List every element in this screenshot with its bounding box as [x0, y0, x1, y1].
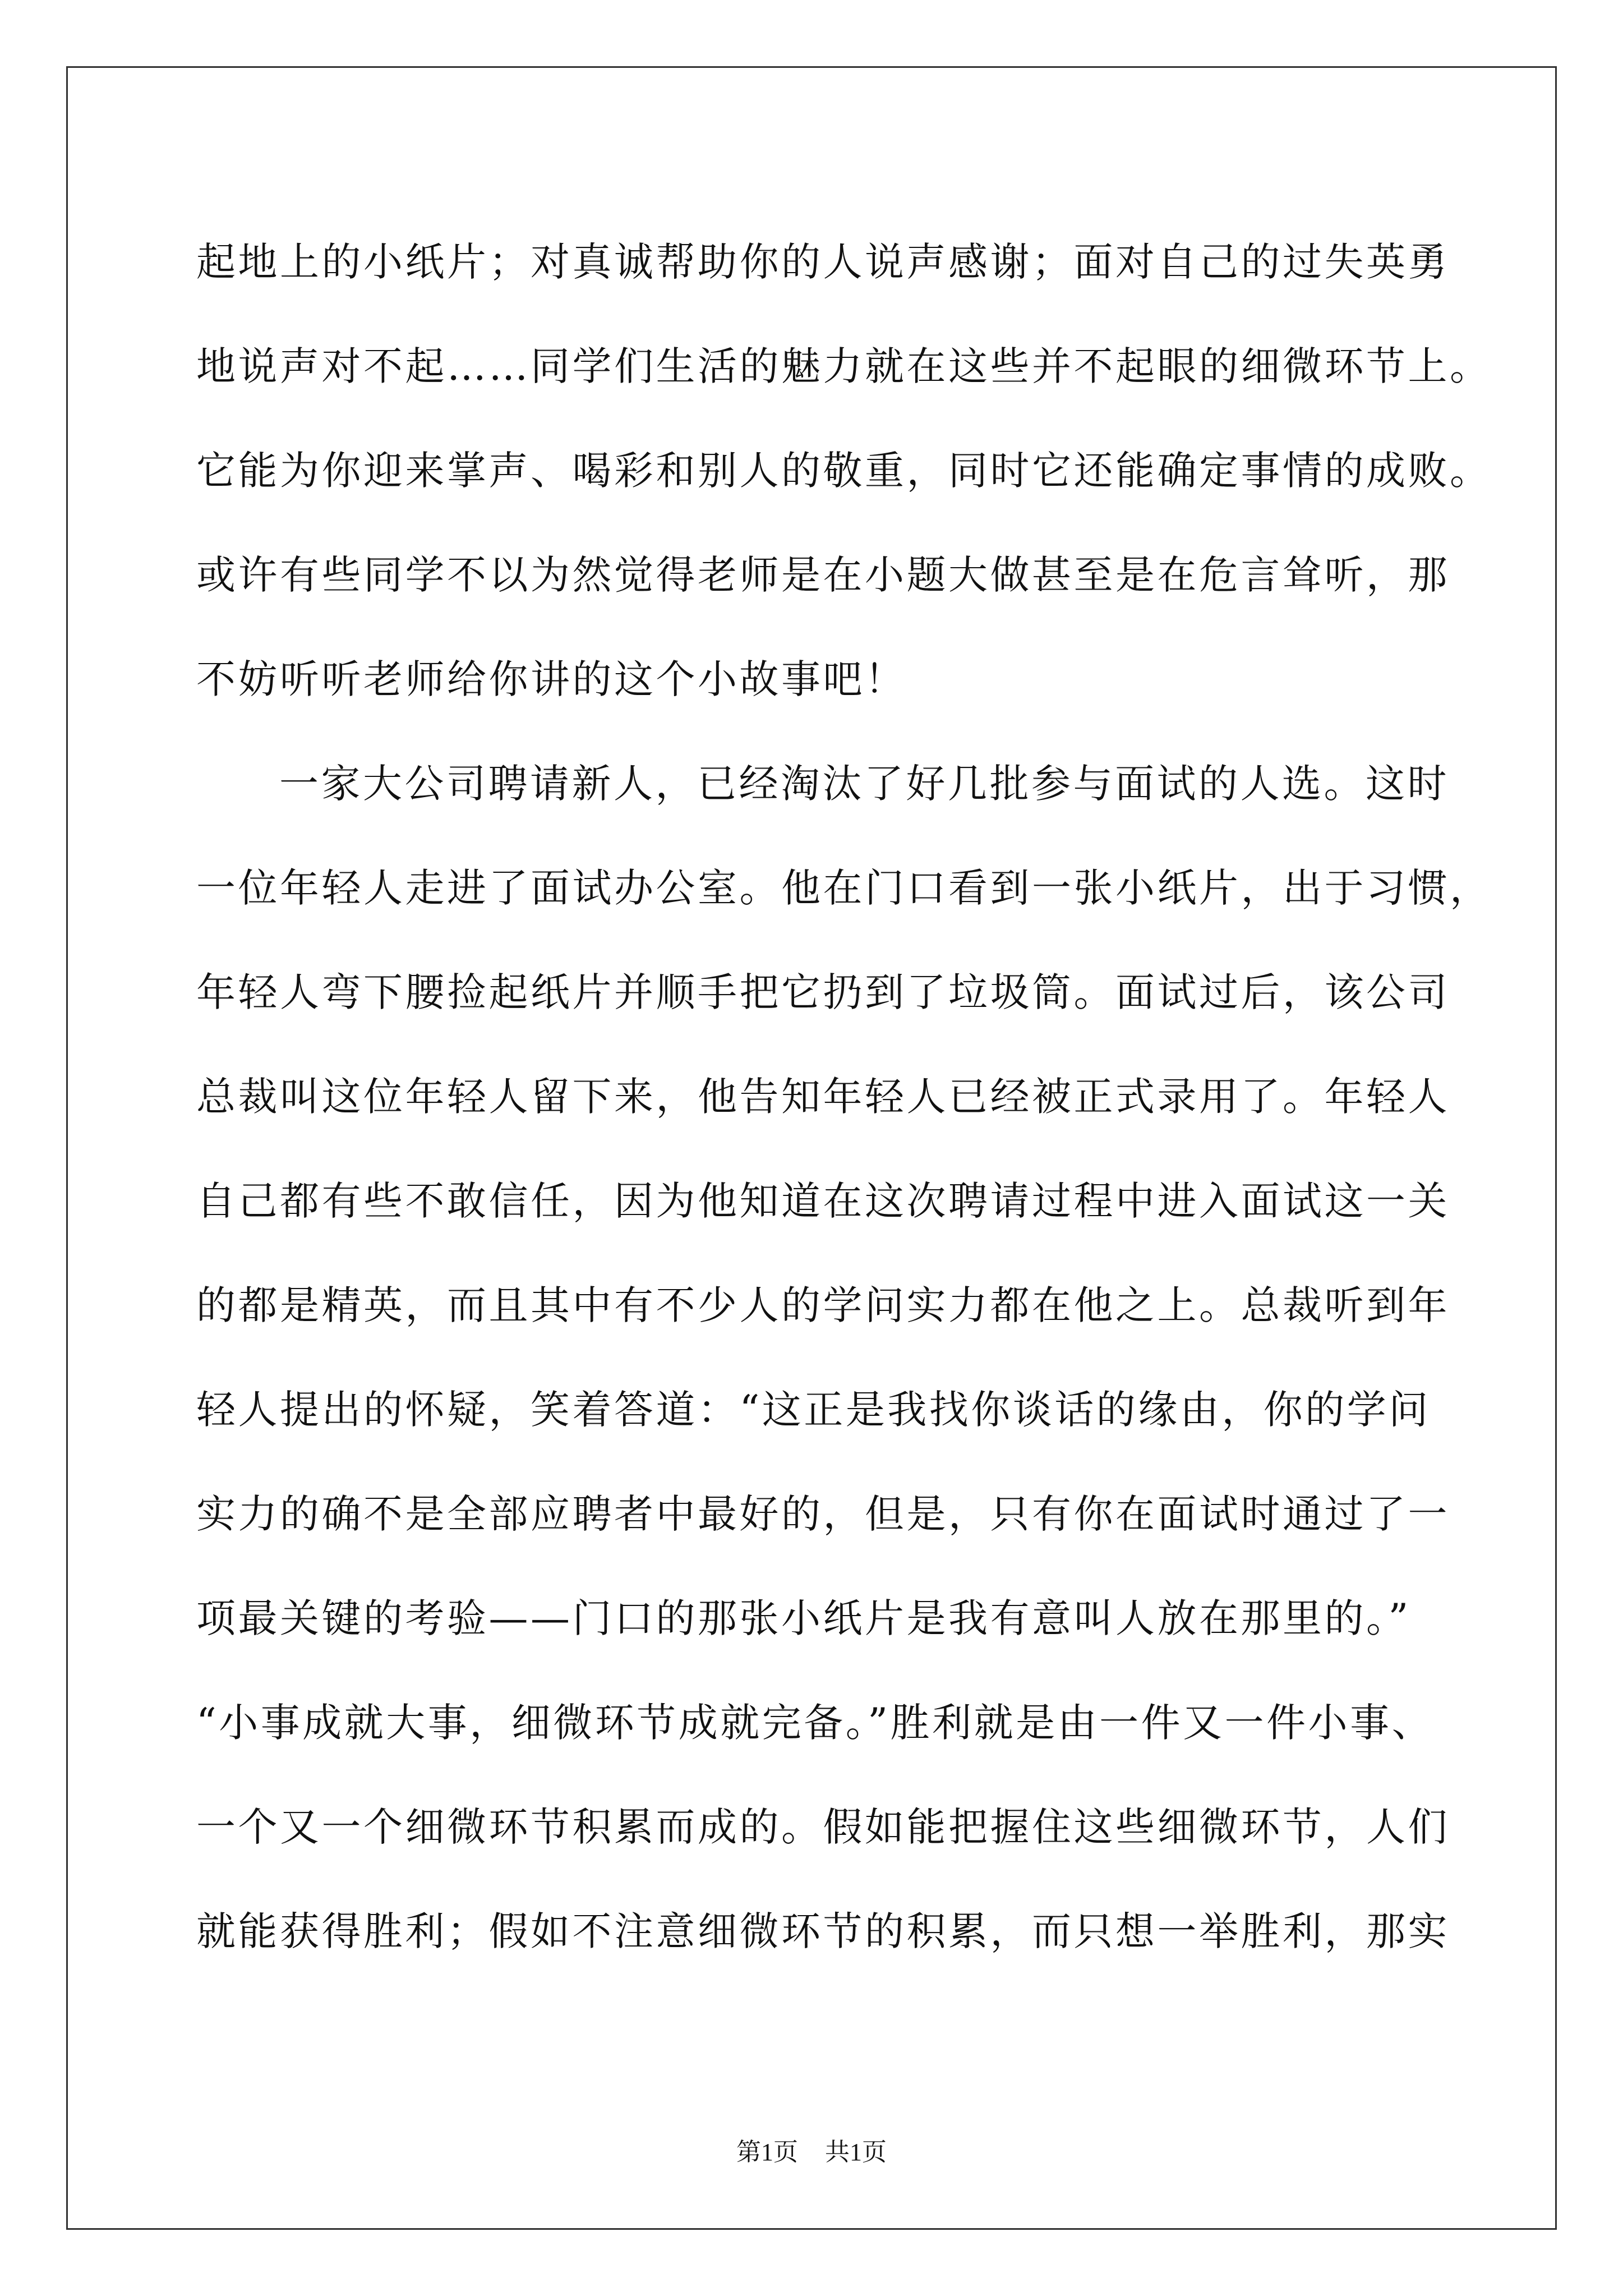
text-line: 实力的确不是全部应聘者中最好的，但是，只有你在面试时通过了一 [196, 1491, 1450, 1537]
text-line: 不妨听听老师给你讲的这个小故事吧！ [196, 656, 907, 702]
text-line: 年轻人弯下腰捡起纸片并顺手把它扔到了垃圾筒。面试过后，该公司 [196, 969, 1450, 1015]
text-line: 或许有些同学不以为然觉得老师是在小题大做甚至是在危言耸听，那 [196, 552, 1450, 598]
page-total: 共1页 [825, 2138, 887, 2166]
text-line: 一位年轻人走进了面试办公室。他在门口看到一张小纸片，出于习惯， [196, 865, 1492, 911]
text-line: 轻人提出的怀疑，笑着答道：“这正是我找你谈话的缘由，你的学问 [196, 1387, 1431, 1433]
text-line: 的都是精英，而且其中有不少人的学问实力都在他之上。总裁听到年 [196, 1282, 1450, 1328]
paragraph-first-line: 一家大公司聘请新人，已经淘汰了好几批参与面试的人选。这时 [279, 761, 1449, 807]
text-line: 一个又一个细微环节积累而成的。假如能把握住这些细微环节，人们 [196, 1804, 1450, 1850]
document-body [196, 210, 1492, 1984]
text-line: 它能为你迎来掌声、喝彩和别人的敬重，同时它还能确定事情的成败。 [196, 448, 1492, 494]
text-line: 起地上的小纸片；对真诚帮助你的人说声感谢；面对自己的过失英勇 [196, 239, 1450, 285]
page-footer [0, 2132, 1623, 2168]
page-number: 第1页 [736, 2138, 798, 2166]
text-line: 自己都有些不敢信任，因为他知道在这次聘请过程中进入面试这一关 [196, 1178, 1450, 1224]
text-line: 地说声对不起……同学们生活的魅力就在这些并不起眼的细微环节上。 [196, 343, 1492, 389]
text-line: 总裁叫这位年轻人留下来，他告知年轻人已经被正式录用了。年轻人 [196, 1074, 1450, 1120]
text-line: 就能获得胜利；假如不注意细微环节的积累，而只想一举胜利，那实 [196, 1908, 1450, 1954]
text-line: “小事成就大事，细微环节成就完备。”胜利就是由一件又一件小事、 [196, 1700, 1434, 1746]
text-line: 项最关键的考验——门口的那张小纸片是我有意叫人放在那里的。” [196, 1595, 1411, 1641]
